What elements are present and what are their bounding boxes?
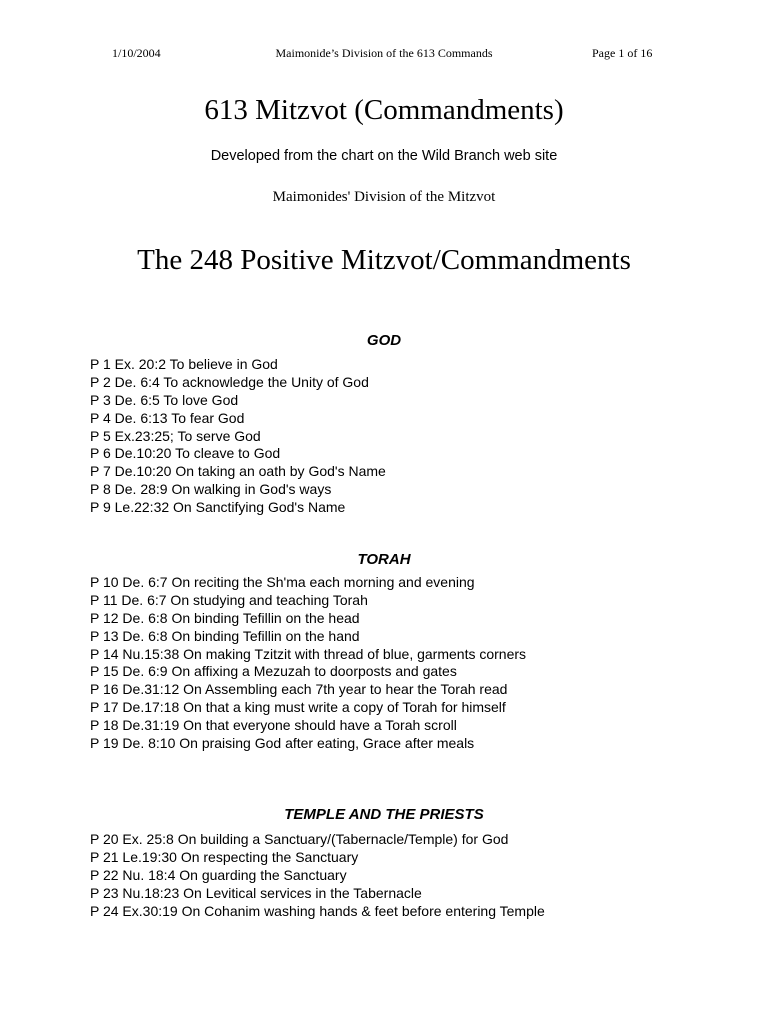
list-item: P 1 Ex. 20:2 To believe in God xyxy=(90,356,278,372)
list-item: P 21 Le.19:30 On respecting the Sanctuary xyxy=(90,848,359,865)
list-item: P 3 De. 6:5 To love God xyxy=(90,391,239,408)
list-item: P 14 Nu.15:38 On making Tzitzit with thread of blue, garments corners xyxy=(90,645,527,662)
list-item: P 11 De. 6:7 On studying and teaching Torah xyxy=(90,591,368,608)
section-heading-god: GOD xyxy=(366,332,402,349)
section-title: The 248 Positive Mitzvot/Commandments xyxy=(137,244,631,276)
list-item: P 12 De. 6:8 On binding Tefillin on the head xyxy=(90,609,360,626)
list-item: P 20 Ex. 25:8 On building a Sanctuary/(Tabernacle/Temple) for God xyxy=(90,831,509,847)
list-item: P 6 De.10:20 To cleave to God xyxy=(90,445,281,462)
list-item: P 18 De.31:19 On that everyone should have a Torah scroll xyxy=(90,717,457,734)
section-heading-torah: TORAH xyxy=(357,551,411,568)
list-item: P 23 Nu.18:23 On Levitical services in the Tabernacle xyxy=(90,884,422,901)
list-item: P 13 De. 6:8 On binding Tefillin on the hand xyxy=(90,627,360,644)
list-item: P 2 De. 6:4 To acknowledge the Unity of God xyxy=(90,373,369,390)
list-item: P 19 De. 8:10 On praising God after eating, Grace after meals xyxy=(90,735,475,752)
list-item: P 9 Le.22:32 On Sanctifying God's Name xyxy=(90,499,346,516)
page-subtitle: Developed from the chart on the Wild Branch web site xyxy=(210,148,558,164)
list-item: P 16 De.31:12 On Assembling each 7th year to hear the Torah read xyxy=(90,681,508,698)
division-heading: Maimonides' Division of the Mitzvot xyxy=(272,189,496,205)
temple-commandment-list xyxy=(90,831,545,920)
header-date: 1/10/2004 xyxy=(112,46,161,60)
list-item: P 4 De. 6:13 To fear God xyxy=(90,409,245,426)
god-commandment-list xyxy=(90,356,386,517)
list-item: P 17 De.17:18 On that a king must write a copy of Torah for himself xyxy=(90,699,506,716)
list-item: P 22 Nu. 18:4 On guarding the Sanctuary xyxy=(90,866,347,883)
section-heading-temple: TEMPLE AND THE PRIESTS xyxy=(284,806,484,823)
list-item: P 5 Ex.23:25; To serve God xyxy=(90,427,261,444)
page-title: 613 Mitzvot (Commandments) xyxy=(204,94,564,126)
header-page-number: Page 1 of 16 xyxy=(592,46,653,60)
header-document-title: Maimonide’s Division of the 613 Commands xyxy=(275,46,493,60)
list-item: P 15 De. 6:9 On affixing a Mezuzah to doorposts and gates xyxy=(90,663,457,680)
list-item: P 10 De. 6:7 On reciting the Sh'ma each morning and evening xyxy=(90,574,475,590)
list-item: P 8 De. 28:9 On walking in God's ways xyxy=(90,481,332,498)
torah-commandment-list xyxy=(90,574,526,753)
list-item: P 7 De.10:20 On taking an oath by God's Name xyxy=(90,463,386,480)
list-item: P 24 Ex.30:19 On Cohanim washing hands & feet before entering Temple xyxy=(90,902,545,919)
